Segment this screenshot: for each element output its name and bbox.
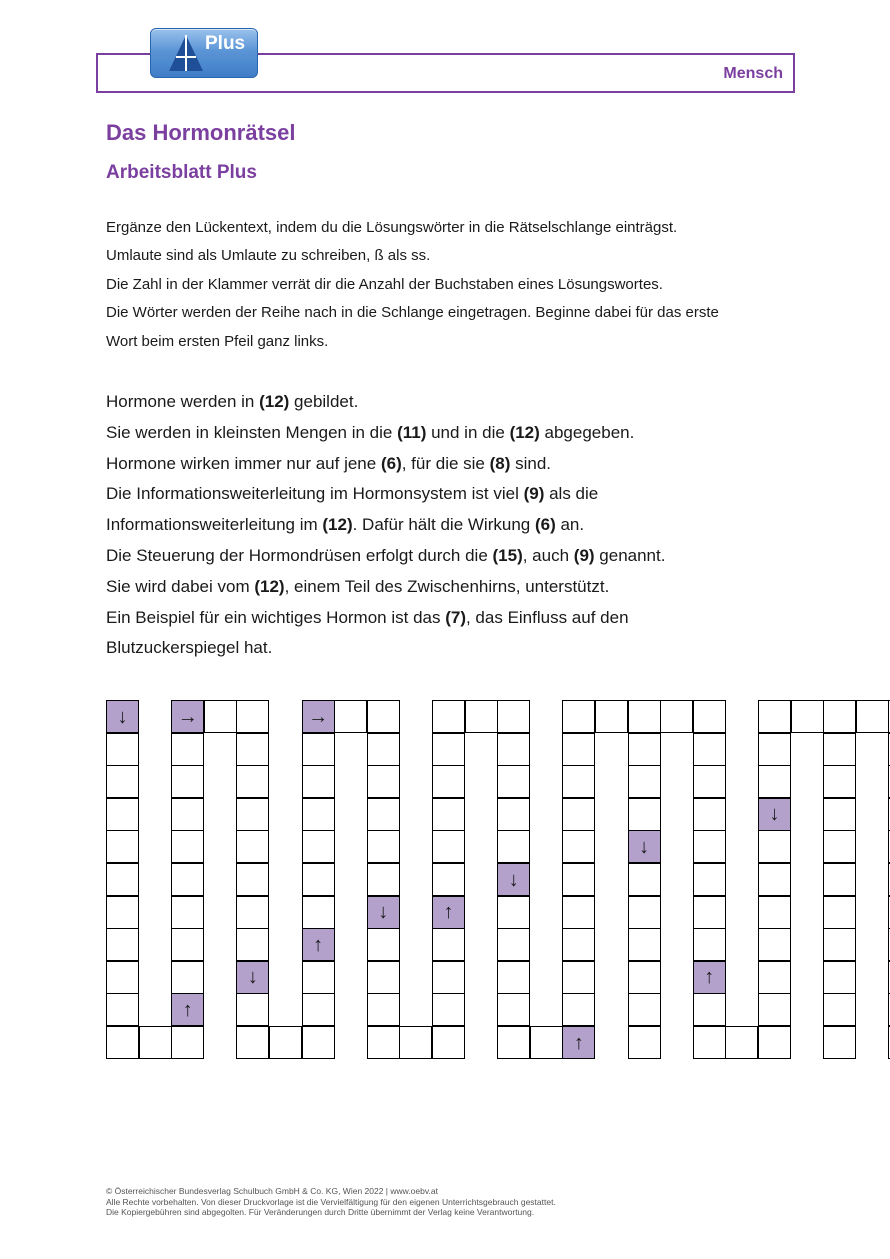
puzzle-snake-grid: [106, 700, 786, 1066]
letter-cell[interactable]: [497, 928, 530, 961]
letter-cell[interactable]: [302, 1026, 335, 1059]
letter-cell[interactable]: [628, 765, 661, 798]
letter-cell[interactable]: [562, 830, 595, 863]
letter-cell[interactable]: [693, 765, 726, 798]
letter-cell[interactable]: [432, 733, 465, 766]
blank-letter-count: (7): [445, 607, 466, 627]
letter-cell[interactable]: [725, 1026, 758, 1059]
letter-cell[interactable]: [236, 765, 269, 798]
letter-cell[interactable]: [628, 896, 661, 929]
letter-cell[interactable]: [302, 830, 335, 863]
blank-letter-count: (12): [254, 576, 285, 596]
blank-letter-count: (6): [380, 453, 402, 473]
letter-cell[interactable]: [367, 700, 400, 733]
letter-cell[interactable]: [432, 928, 465, 961]
letter-cell[interactable]: [758, 733, 791, 766]
letter-cell[interactable]: [823, 1026, 856, 1059]
letter-cell[interactable]: [302, 733, 335, 766]
letter-cell[interactable]: [367, 961, 400, 994]
letter-cell[interactable]: [106, 896, 139, 929]
letter-cell[interactable]: [236, 993, 269, 1026]
letter-cell[interactable]: [758, 928, 791, 961]
letter-cell[interactable]: [758, 1026, 791, 1059]
letter-cell[interactable]: [106, 830, 139, 863]
letter-cell[interactable]: [693, 896, 726, 929]
cloze-line: [106, 479, 806, 510]
letter-cell[interactable]: [302, 798, 335, 831]
letter-cell[interactable]: [758, 896, 791, 929]
letter-cell[interactable]: [693, 733, 726, 766]
arrow-up-icon[interactable]: ↑: [432, 896, 465, 929]
letter-cell[interactable]: [823, 928, 856, 961]
letter-cell[interactable]: [823, 993, 856, 1026]
cloze-segment: abgegeben.: [539, 422, 635, 442]
letter-cell[interactable]: [367, 798, 400, 831]
cloze-segment: Informationsweiterleitung im: [106, 515, 323, 535]
page-title: Das Hormonrätsel: [106, 120, 296, 145]
cloze-segment: gebildet.: [289, 392, 359, 411]
letter-cell[interactable]: [823, 798, 856, 831]
letter-cell[interactable]: [302, 993, 335, 1026]
letter-cell[interactable]: [693, 928, 726, 961]
letter-cell[interactable]: [236, 1026, 269, 1059]
blank-letter-count: (11): [397, 422, 427, 442]
letter-cell[interactable]: [758, 961, 791, 994]
letter-cell[interactable]: [628, 798, 661, 831]
letter-cell[interactable]: [171, 1026, 204, 1059]
letter-cell[interactable]: [236, 928, 269, 961]
instruction-line: Die Zahl in der Klammer verrät dir die Anzahl der Buchstaben eines Lösungswortes.: [106, 275, 663, 293]
footer: [106, 1186, 806, 1218]
cloze-line: [106, 633, 806, 664]
letter-cell[interactable]: [562, 896, 595, 929]
letter-cell[interactable]: [236, 798, 269, 831]
cloze-segment: , für die sie: [401, 453, 490, 473]
letter-cell[interactable]: [823, 830, 856, 863]
letter-cell[interactable]: [171, 798, 204, 831]
letter-cell[interactable]: [171, 830, 204, 863]
letter-cell[interactable]: [432, 993, 465, 1026]
letter-cell[interactable]: [823, 961, 856, 994]
letter-cell[interactable]: [791, 700, 824, 733]
letter-cell[interactable]: [693, 993, 726, 1026]
cloze-segment: Sie werden in kleinsten Mengen in die: [106, 422, 398, 442]
arrow-down-icon[interactable]: ↓: [758, 798, 791, 831]
letter-cell[interactable]: [106, 765, 139, 798]
letter-cell[interactable]: [758, 765, 791, 798]
cloze-segment: Die Informationsweiterleitung im Hormonsystem ist viel: [106, 484, 524, 504]
letter-cell[interactable]: [302, 896, 335, 929]
letter-cell[interactable]: [236, 863, 269, 896]
cloze-segment: als die: [544, 484, 599, 504]
letter-cell[interactable]: [465, 700, 498, 733]
letter-cell[interactable]: [823, 733, 856, 766]
cloze-line: [106, 418, 806, 449]
letter-cell[interactable]: [497, 798, 530, 831]
letter-cell[interactable]: [628, 961, 661, 994]
letter-cell[interactable]: [823, 896, 856, 929]
cloze-segment: Hormone wirken immer nur auf jene: [106, 453, 381, 473]
letter-cell[interactable]: [497, 896, 530, 929]
letter-cell[interactable]: [497, 1026, 530, 1059]
blank-letter-count: (9): [523, 484, 545, 504]
blank-letter-count: (8): [489, 453, 511, 473]
cloze-segment: , das Einfluss auf den: [465, 607, 629, 627]
cloze-text: [106, 387, 806, 664]
cloze-segment: Blutzuckerspiegel hat.: [106, 638, 273, 658]
cloze-segment: Hormone werden in: [106, 392, 260, 411]
instructions: [106, 214, 806, 356]
letter-cell[interactable]: [171, 896, 204, 929]
letter-cell[interactable]: [171, 961, 204, 994]
letter-cell[interactable]: [628, 993, 661, 1026]
letter-cell[interactable]: [497, 993, 530, 1026]
letter-cell[interactable]: [106, 863, 139, 896]
letter-cell[interactable]: [432, 700, 465, 733]
letter-cell[interactable]: [562, 961, 595, 994]
cloze-segment: genannt.: [594, 545, 666, 565]
blank-letter-count: (9): [573, 545, 595, 565]
letter-cell[interactable]: [823, 765, 856, 798]
cloze-line: [106, 387, 806, 418]
cloze-line: [106, 449, 806, 480]
letter-cell[interactable]: [334, 700, 367, 733]
letter-cell[interactable]: [367, 928, 400, 961]
letter-cell[interactable]: [236, 733, 269, 766]
letter-cell[interactable]: [693, 863, 726, 896]
cloze-segment: und in die: [426, 422, 510, 442]
letter-cell[interactable]: [562, 798, 595, 831]
subject-label: Mensch: [723, 65, 783, 82]
cloze-segment: , einem Teil des Zwischenhirns, unterstützt.: [284, 576, 610, 596]
letter-cell[interactable]: [693, 700, 726, 733]
letter-cell[interactable]: [432, 961, 465, 994]
letter-cell[interactable]: [367, 863, 400, 896]
letter-cell[interactable]: [106, 1026, 139, 1059]
logo-text: Plus: [205, 33, 246, 54]
letter-cell[interactable]: [628, 733, 661, 766]
letter-cell[interactable]: [693, 1026, 726, 1059]
letter-cell[interactable]: [693, 798, 726, 831]
letter-cell[interactable]: [367, 993, 400, 1026]
letter-cell[interactable]: [432, 765, 465, 798]
footer-line: Die Kopiergebühren sind abgegolten. Für Veränderungen durch Dritte übernimmt der Verlag keine Verantwortung.: [106, 1207, 535, 1217]
letter-cell[interactable]: [106, 993, 139, 1026]
letter-cell[interactable]: [628, 1026, 661, 1059]
plus-logo: [150, 28, 258, 78]
letter-cell[interactable]: [562, 765, 595, 798]
letter-cell[interactable]: [497, 700, 530, 733]
cloze-segment: an.: [555, 515, 585, 535]
cloze-segment: . Dafür hält die Wirkung: [352, 515, 535, 535]
letter-cell[interactable]: [562, 993, 595, 1026]
letter-cell[interactable]: [367, 765, 400, 798]
arrow-down-icon[interactable]: ↓: [106, 700, 139, 733]
letter-cell[interactable]: [302, 961, 335, 994]
letter-cell[interactable]: [106, 798, 139, 831]
cloze-segment: Ein Beispiel für ein wichtiges Hormon ist das: [106, 607, 446, 627]
instruction-line: Die Wörter werden der Reihe nach in die Schlange eingetragen. Beginne dabei für das erste: [106, 304, 719, 322]
letter-cell[interactable]: [269, 1026, 302, 1059]
blank-letter-count: (12): [322, 515, 353, 535]
letter-cell[interactable]: [106, 733, 139, 766]
cloze-segment: sind.: [510, 453, 552, 473]
blank-letter-count: (12): [259, 392, 290, 411]
blank-letter-count: (6): [534, 515, 556, 535]
letter-cell[interactable]: [171, 765, 204, 798]
arrow-up-icon[interactable]: ↑: [171, 993, 204, 1026]
letter-cell[interactable]: [139, 1026, 172, 1059]
letter-cell[interactable]: [236, 700, 269, 733]
letter-cell[interactable]: [236, 830, 269, 863]
footer-line: Alle Rechte vorbehalten. Von dieser Druckvorlage ist die Vervielfältigung für den eigenen Unterrichtsgebrauch gestattet.: [106, 1196, 556, 1207]
letter-cell[interactable]: [758, 863, 791, 896]
letter-cell[interactable]: [758, 700, 791, 733]
letter-cell[interactable]: [562, 863, 595, 896]
letter-cell[interactable]: [660, 700, 693, 733]
cloze-segment: Die Steuerung der Hormondrüsen erfolgt durch die: [106, 545, 493, 565]
arrow-down-icon[interactable]: ↓: [497, 863, 530, 896]
cloze-segment: , auch: [522, 545, 574, 565]
cloze-line: [106, 541, 806, 572]
arrow-right-icon[interactable]: →: [171, 700, 204, 733]
letter-cell[interactable]: [497, 961, 530, 994]
letter-cell[interactable]: [497, 765, 530, 798]
letter-cell[interactable]: [562, 928, 595, 961]
letter-cell[interactable]: [628, 863, 661, 896]
letter-cell[interactable]: [562, 700, 595, 733]
letter-cell[interactable]: [530, 1026, 563, 1059]
arrow-up-icon[interactable]: ↑: [302, 928, 335, 961]
letter-cell[interactable]: [171, 928, 204, 961]
letter-cell[interactable]: [302, 765, 335, 798]
letter-cell[interactable]: [367, 830, 400, 863]
triangle-logo-icon: [167, 33, 205, 73]
letter-cell[interactable]: [856, 700, 889, 733]
letter-cell[interactable]: [628, 700, 661, 733]
letter-cell[interactable]: [367, 1026, 400, 1059]
letter-cell[interactable]: [595, 700, 628, 733]
letter-cell[interactable]: [497, 733, 530, 766]
letter-cell[interactable]: [236, 896, 269, 929]
instruction-line: Umlaute sind als Umlaute zu schreiben, ß als ss.: [106, 247, 431, 265]
letter-cell[interactable]: [497, 830, 530, 863]
cloze-line: [106, 603, 806, 634]
page-subtitle: Arbeitsblatt Plus: [106, 162, 257, 183]
cloze-segment: Sie wird dabei vom: [106, 576, 255, 596]
cloze-line: [106, 572, 806, 603]
letter-cell[interactable]: [432, 863, 465, 896]
instruction-line: Ergänze den Lückentext, indem du die Lösungswörter in die Rätselschlange einträgst.: [106, 219, 678, 236]
letter-cell[interactable]: [106, 961, 139, 994]
letter-cell[interactable]: [693, 830, 726, 863]
letter-cell[interactable]: [399, 1026, 432, 1059]
arrow-up-icon[interactable]: ↑: [562, 1026, 595, 1059]
letter-cell[interactable]: [171, 863, 204, 896]
blank-letter-count: (12): [509, 422, 540, 442]
arrow-up-icon[interactable]: ↑: [693, 961, 726, 994]
arrow-right-icon[interactable]: →: [302, 700, 335, 733]
letter-cell[interactable]: [432, 830, 465, 863]
letter-cell[interactable]: [628, 928, 661, 961]
letter-cell[interactable]: [432, 798, 465, 831]
letter-cell[interactable]: [106, 928, 139, 961]
letter-cell[interactable]: [758, 830, 791, 863]
blank-letter-count: (15): [492, 545, 523, 565]
arrow-down-icon[interactable]: ↓: [236, 961, 269, 994]
letter-cell[interactable]: [432, 1026, 465, 1059]
letter-cell[interactable]: [171, 733, 204, 766]
arrow-down-icon[interactable]: ↓: [367, 896, 400, 929]
cloze-line: [106, 510, 806, 541]
letter-cell[interactable]: [758, 993, 791, 1026]
letter-cell[interactable]: [367, 733, 400, 766]
letter-cell[interactable]: [823, 700, 856, 733]
letter-cell[interactable]: [302, 863, 335, 896]
letter-cell[interactable]: [823, 863, 856, 896]
letter-cell[interactable]: [562, 733, 595, 766]
arrow-down-icon[interactable]: ↓: [628, 830, 661, 863]
letter-cell[interactable]: [204, 700, 237, 733]
footer-line: © Österreichischer Bundesverlag Schulbuch GmbH & Co. KG, Wien 2022 | www.oebv.at: [106, 1186, 438, 1196]
instruction-line: Wort beim ersten Pfeil ganz links.: [106, 332, 329, 350]
